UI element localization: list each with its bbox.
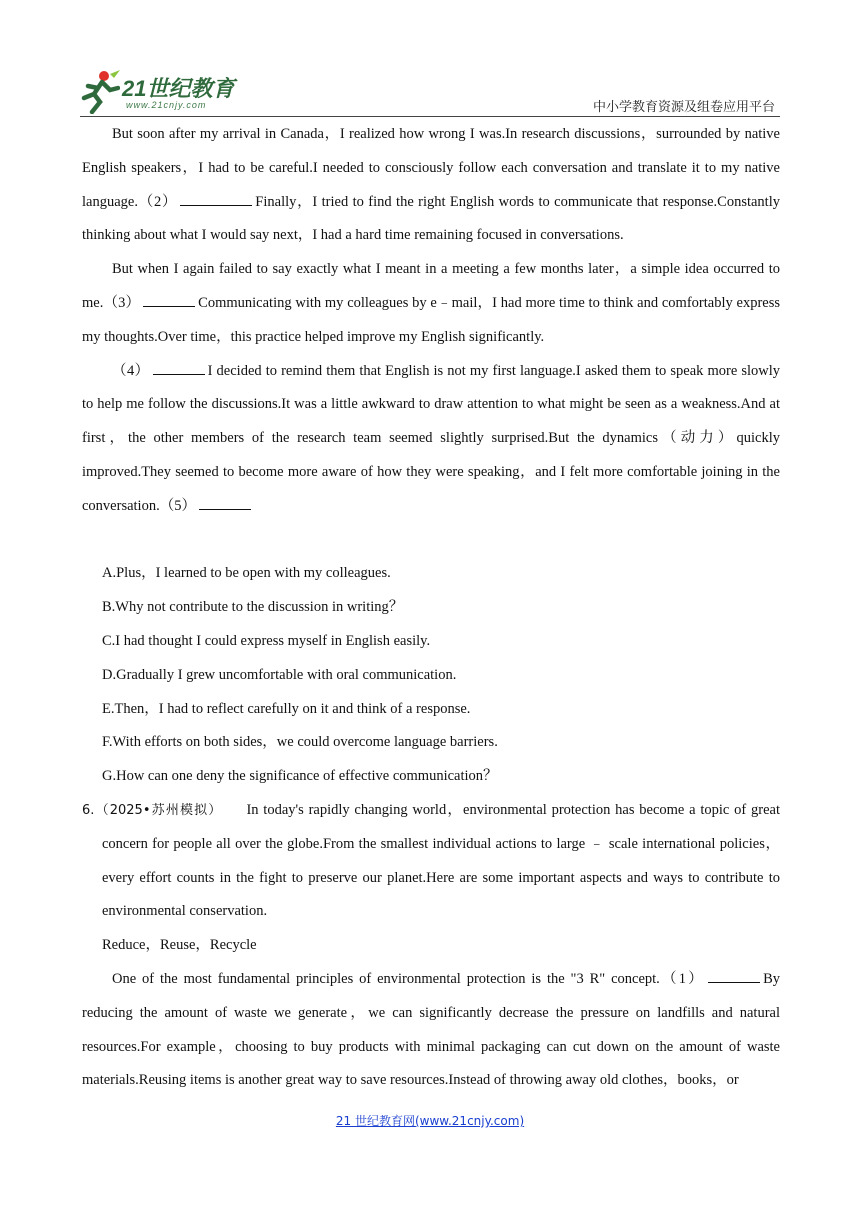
- answer-blank-3: [143, 292, 195, 307]
- footer-link[interactable]: 21 世纪教育网(www.21cnjy.com): [335, 1114, 525, 1128]
- section-heading: Reduce，Reuse，Recycle: [102, 937, 257, 954]
- site-logo: [80, 66, 250, 116]
- option-c: C.I had thought I could express myself in English easily.: [102, 632, 431, 649]
- logo-url: www.21cnjy.com: [126, 100, 207, 110]
- answer-blank-4: [153, 360, 205, 375]
- platform-title: 中小学教育资源及组卷应用平台: [592, 100, 775, 115]
- passage-paragraph-1: But soon after my arrival in Canada，I realized how wrong I was.In research discussions，surrounded by native English speakers，I had to be careful.I needed to consciously follow each conversation and translate it to my native language.（2） Finally，I tried to find the right English words to communicate that response.Constantly thinking about what I would say next，I had a hard time remaining focused in conversations.: [82, 126, 780, 244]
- answer-blank-q6-1: [708, 968, 760, 983]
- question-6-intro: 6.（2025•苏州模拟） In today's rapidly changing world，environmental protection has become a topic of great concern for people all over the globe.From the smallest individual actions to large ﹣ scale international policies，every effort counts in the fight to preserve our planet.Here are some important aspects and ways to contribute to environmental conservation.: [82, 801, 780, 920]
- option-b: B.Why not contribute to the discussion in writing？: [102, 599, 404, 616]
- passage-paragraph-2: But when I again failed to say exactly what I meant in a meeting a few months later，a simple idea occurred to me.（3） Communicating with my colleagues by e﹣mail，I had more time to think and comfortably express my thoughts.Over time，this practice helped improve my English significantly.: [82, 261, 780, 345]
- answer-blank-5: [199, 495, 251, 510]
- runner-icon: [80, 68, 120, 114]
- option-f: F.With efforts on both sides，we could overcome language barriers.: [102, 734, 498, 751]
- question-number: 6.（2025•苏州模拟）: [82, 802, 223, 818]
- option-e: E.Then，I had to reflect carefully on it and think of a response.: [102, 700, 471, 717]
- passage-paragraph-3: （4） I decided to remind them that English is not my first language.I asked them to speak more slowly to help me follow the discussions.It was a little awkward to draw attention to what might be seen as a weakness.And at first，the other members of the research team seemed slightly surprised.But the dynamics（动力）quickly improved.They seemed to become more aware of how they were speaking，and I felt more comfortable joining in the conversation.（5）: [82, 355, 780, 524]
- logo-text: 21世纪教育: [122, 76, 235, 101]
- document-body: [82, 118, 780, 1098]
- option-d: D.Gradually I grew uncomfortable with oral communication.: [102, 666, 457, 683]
- header-divider: [80, 116, 780, 117]
- question-6-paragraph: One of the most fundamental principles of environmental protection is the "3 R" concept.（1） By reducing the amount of waste we generate，we can significantly decrease the pressure on landfills and natural resources.For example，choosing to buy products with minimal packaging can cut down on the amount of waste materials.Reusing items is another great way to save resources.Instead of throwing away old clothes，books，or: [82, 963, 780, 1098]
- answer-blank-2: [180, 191, 252, 206]
- option-g: G.How can one deny the significance of effective communication？: [102, 768, 498, 785]
- option-a: A.Plus，I learned to be open with my colleagues.: [102, 565, 391, 582]
